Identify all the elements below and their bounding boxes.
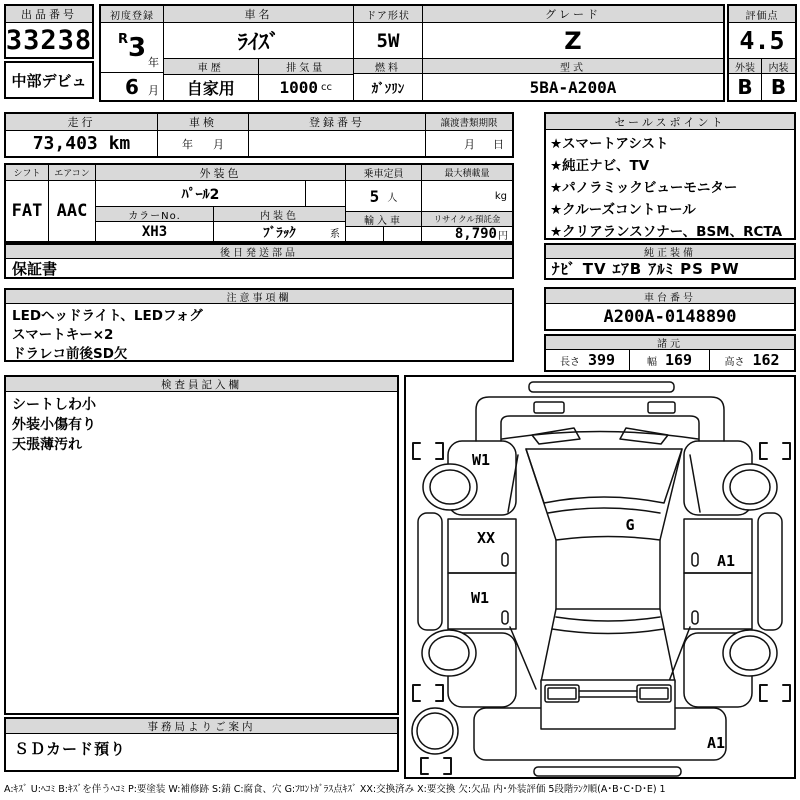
mileage-column	[6, 114, 158, 156]
sales-points-list	[546, 130, 794, 238]
import-value-row	[346, 227, 421, 241]
exterior-color-row	[96, 181, 345, 206]
note-line: スマートキー×2	[12, 327, 114, 343]
width-cell	[630, 350, 710, 370]
dimensions-row	[546, 350, 794, 370]
length-label: 長さ	[559, 356, 580, 368]
maxload-label: 最大積載量	[422, 165, 512, 181]
sales-point-item: ★クリアランスソナー、BSM、RCTA	[550, 224, 783, 238]
width-label: 幅	[646, 356, 657, 368]
shaken-value-cell	[158, 131, 248, 156]
interior-color-cell	[214, 222, 345, 241]
color-spec-table	[4, 163, 514, 243]
interior-label: 内装	[762, 59, 795, 74]
damage-label-rear-left-door: W1	[470, 589, 490, 607]
capacity-label: 乗車定員	[346, 165, 421, 181]
import-label: 輸入車	[346, 211, 421, 227]
history-value: 自家用	[186, 79, 235, 98]
recycle-value: 8,790	[454, 227, 497, 241]
right-rocker-panel	[758, 513, 782, 630]
registration-number-column	[249, 114, 426, 156]
vehicle-diagram-box	[404, 375, 796, 779]
inspector-line: 天張薄汚れ	[12, 437, 82, 453]
height-cell	[710, 350, 794, 370]
color-no-label: カラーNo.	[96, 207, 214, 222]
car-name-label: 車名	[164, 6, 353, 23]
right-headlight	[648, 402, 675, 413]
aircon-label: エアコン	[49, 165, 95, 181]
score-box	[727, 4, 797, 102]
office-notice-value: ＳＤカード預り	[14, 740, 127, 758]
shift-label: シフト	[6, 165, 48, 181]
length-value: 399	[587, 351, 616, 369]
chassis-box	[544, 287, 796, 331]
venue-box: 中部デビュ	[4, 61, 94, 99]
transfer-deadline-cell	[426, 131, 512, 156]
auction-number-label: 出品番号	[6, 6, 92, 23]
interior-color-label: 内装色	[214, 207, 345, 222]
front-left-wheel-rim	[430, 470, 470, 504]
first-reg-month-cell	[101, 73, 163, 100]
maxload-unit-cell: kg	[494, 190, 507, 202]
bracket-mid-left-close	[436, 685, 443, 701]
rear-left-wheel-rim	[429, 636, 469, 670]
sales-points-label: セールスポイント	[546, 114, 794, 130]
rear-window-top-line	[556, 617, 660, 621]
dimensions-box	[544, 334, 796, 372]
ship-later-box	[4, 243, 514, 279]
car-name-value: ﾗｲｽﾞ	[237, 29, 280, 54]
ext-int-label-row	[729, 58, 795, 74]
first-reg-month: 6	[125, 74, 139, 99]
equipment-value: ﾅﾋﾞ TV ｴｱB ｱﾙﾐ PS PW	[552, 260, 740, 278]
bracket-top-right-close	[783, 443, 790, 459]
history-label: 車歴	[164, 59, 258, 75]
displacement-cell	[259, 75, 354, 100]
recycle-label: リサイクル預託金	[422, 211, 512, 227]
inspector-line: シートしわ小	[12, 397, 96, 413]
equipment-box	[544, 243, 796, 280]
sales-point-item: ★クルーズコントロール	[550, 202, 696, 218]
rear-right-wheel-rim	[730, 636, 770, 670]
interior-color-suffix: 系	[330, 229, 340, 240]
interior-grade: B	[770, 75, 787, 99]
height-label: 高さ	[724, 356, 745, 368]
hood-inner-line	[501, 416, 699, 441]
front-left-door-handle	[502, 553, 508, 566]
note-line: ドラレコ前後SD欠	[12, 346, 128, 360]
bracket-top-left-open	[413, 443, 420, 459]
right-a-pillar	[660, 449, 682, 540]
interior-color-value: ﾌﾞﾗｯｸ	[263, 226, 296, 241]
transfer-deadline-column	[426, 114, 512, 156]
recycle-unit: 円	[498, 230, 508, 241]
bracket-mid-left-open	[413, 685, 420, 701]
fuel-value: ｶﾞｿﾘﾝ	[371, 81, 405, 97]
spare-tire-inner	[417, 713, 453, 749]
left-rocker-panel	[418, 513, 442, 630]
recycle-cell	[422, 227, 512, 241]
notes-lines	[6, 304, 512, 360]
mileage-label: 走行	[6, 114, 157, 131]
shift-value: FAT	[11, 201, 43, 221]
colorno-intcolor-label-row	[96, 206, 345, 222]
door-value: 5W	[376, 29, 400, 52]
dash-band-line	[548, 508, 660, 513]
exterior-grade: B	[729, 74, 762, 100]
sales-point-item: ★パノラミックビューモニター	[550, 180, 738, 196]
import-cell-left	[346, 227, 384, 241]
rear-bumper-strip	[534, 767, 681, 776]
front-right-door-handle	[692, 553, 698, 566]
ship-later-value: 保証書	[12, 259, 58, 277]
windshield	[526, 449, 682, 503]
first-reg-era: R	[117, 32, 128, 47]
grade-label: グレード	[423, 6, 723, 23]
auction-number-value: 33238	[6, 24, 92, 56]
notes-box	[4, 288, 514, 362]
vehicle-diagram	[406, 377, 794, 777]
roof-panel	[556, 537, 660, 610]
history-displacement-row	[164, 58, 353, 100]
aircon-column	[49, 165, 96, 241]
displacement-unit: cc	[321, 82, 333, 93]
displacement-column	[259, 59, 354, 100]
first-reg-year-cell	[101, 23, 163, 73]
model-code-value: 5BA-A200A	[529, 77, 617, 97]
import-cell-right	[384, 227, 422, 241]
car-outline-group	[412, 382, 790, 776]
notes-label: 注意事項欄	[6, 290, 512, 304]
first-reg-label: 初度登録	[101, 6, 163, 23]
exterior-color-extra-cell	[306, 181, 345, 206]
rear-window-bottom-line	[552, 629, 664, 634]
bracket-bottom-left-close	[444, 758, 451, 774]
transfer-month-unit: 月	[464, 137, 475, 151]
damage-label-rear-bumper: A1	[706, 734, 726, 752]
sales-point-item: ★純正ナビ、TV	[550, 158, 650, 174]
displacement-label: 排気量	[259, 59, 354, 75]
score-label: 評価点	[729, 6, 795, 23]
damage-label-front-left-fender: W1	[471, 451, 491, 469]
first-registration-column	[101, 6, 164, 100]
exterior-color-value: ﾊﾟｰﾙ2	[96, 181, 306, 206]
shaken-month-unit: 月	[213, 137, 224, 151]
bracket-mid-right-open	[760, 685, 767, 701]
shaken-label: 車検	[158, 114, 248, 131]
inspector-label: 検査員記入欄	[6, 377, 397, 392]
damage-code-legend: A:ｷｽﾞ U:ﾍｺﾐ B:ｷｽﾞを伴うﾍｺﾐ P:要塗装 W:補修跡 S:錆 C:腐食、穴 G:ﾌﾛﾝﾄｶﾞﾗｽ点ｷｽﾞ XX:交換済み X:要交換 欠:欠品 内･外装評価 5段階ﾗﾝｸ順(A･B･C･D･E) 1	[4, 784, 666, 795]
inspector-line: 外装小傷有り	[12, 417, 96, 433]
sales-point-item: ★スマートアシスト	[550, 136, 669, 152]
exterior-label: 外装	[729, 59, 762, 74]
month-unit: 月	[148, 84, 159, 97]
inspector-lines	[6, 392, 397, 458]
color-no-value: XH3	[96, 222, 214, 241]
left-quarter-line	[510, 627, 536, 689]
maxload-column	[422, 165, 512, 241]
bracket-top-right-open	[760, 443, 767, 459]
capacity-cell	[346, 181, 421, 211]
height-value: 162	[752, 351, 780, 369]
mileage-value: 73,403 km	[32, 133, 131, 154]
front-body-outline	[476, 397, 724, 441]
left-wiper	[532, 428, 580, 444]
dimensions-label: 諸元	[546, 336, 794, 350]
bracket-bottom-left-open	[421, 758, 428, 774]
colorno-intcolor-value-row	[96, 222, 345, 241]
shaken-year-unit: 年	[182, 137, 193, 151]
length-cell	[546, 350, 630, 370]
exterior-color-column	[96, 165, 346, 241]
office-notice-box	[4, 717, 399, 772]
displacement-value: 1000	[279, 78, 319, 97]
rear-right-door-handle	[692, 611, 698, 624]
chassis-value: A200A-0148890	[603, 306, 737, 327]
front-bumper-strip	[529, 382, 674, 392]
rear-left-door-handle	[502, 611, 508, 624]
rear-right-door-panel	[684, 573, 752, 629]
left-headlight	[534, 402, 564, 413]
mileage-row-table	[4, 112, 514, 158]
front-right-wheel-rim	[730, 470, 770, 504]
equipment-label: 純正装備	[546, 245, 794, 259]
score-value: 4.5	[739, 26, 785, 55]
transfer-day-unit: 日	[493, 137, 504, 151]
aircon-value: AAC	[56, 201, 88, 221]
fuel-label: 燃料	[354, 58, 422, 74]
door-column	[354, 6, 423, 100]
vehicle-header-table	[99, 4, 725, 102]
car-name-column	[164, 6, 354, 100]
note-line: LEDヘッドライト、LEDフォグ	[12, 308, 203, 324]
capacity-unit: 人	[387, 192, 398, 204]
damage-label-front-left-door: XX	[476, 529, 496, 547]
ext-int-grade-row	[729, 74, 795, 100]
capacity-value: 5	[369, 186, 380, 206]
first-reg-year: 3	[127, 32, 147, 63]
shift-column	[6, 165, 49, 241]
registration-number-value	[249, 131, 425, 156]
shaken-column	[158, 114, 249, 156]
year-unit: 年	[148, 56, 159, 69]
ship-later-label: 後日発送部品	[6, 245, 512, 259]
exterior-color-label: 外装色	[96, 165, 345, 181]
registration-number-label: 登録番号	[249, 114, 425, 131]
auction-number-box	[4, 4, 94, 59]
damage-label-front-right-door: A1	[716, 552, 736, 570]
model-code-label: 型式	[423, 58, 723, 74]
grade-value: Z	[564, 26, 582, 55]
office-notice-label: 事務局よりご案内	[6, 719, 397, 734]
history-column	[164, 59, 259, 100]
right-side-window-line	[690, 455, 700, 512]
bracket-top-left-close	[436, 443, 443, 459]
door-label: ドア形状	[354, 6, 422, 23]
transfer-deadline-label: 譲渡書類期限	[426, 114, 512, 131]
left-c-pillar	[541, 609, 556, 682]
grade-column	[423, 6, 723, 100]
damage-label-glass: G	[625, 516, 635, 534]
left-a-pillar	[526, 449, 556, 540]
sales-points-box	[544, 112, 796, 240]
width-value: 169	[664, 351, 693, 369]
inspector-box	[4, 375, 399, 715]
bracket-mid-right-close	[783, 685, 790, 701]
chassis-label: 車台番号	[546, 289, 794, 304]
capacity-column	[346, 165, 422, 241]
right-wiper	[620, 428, 668, 444]
